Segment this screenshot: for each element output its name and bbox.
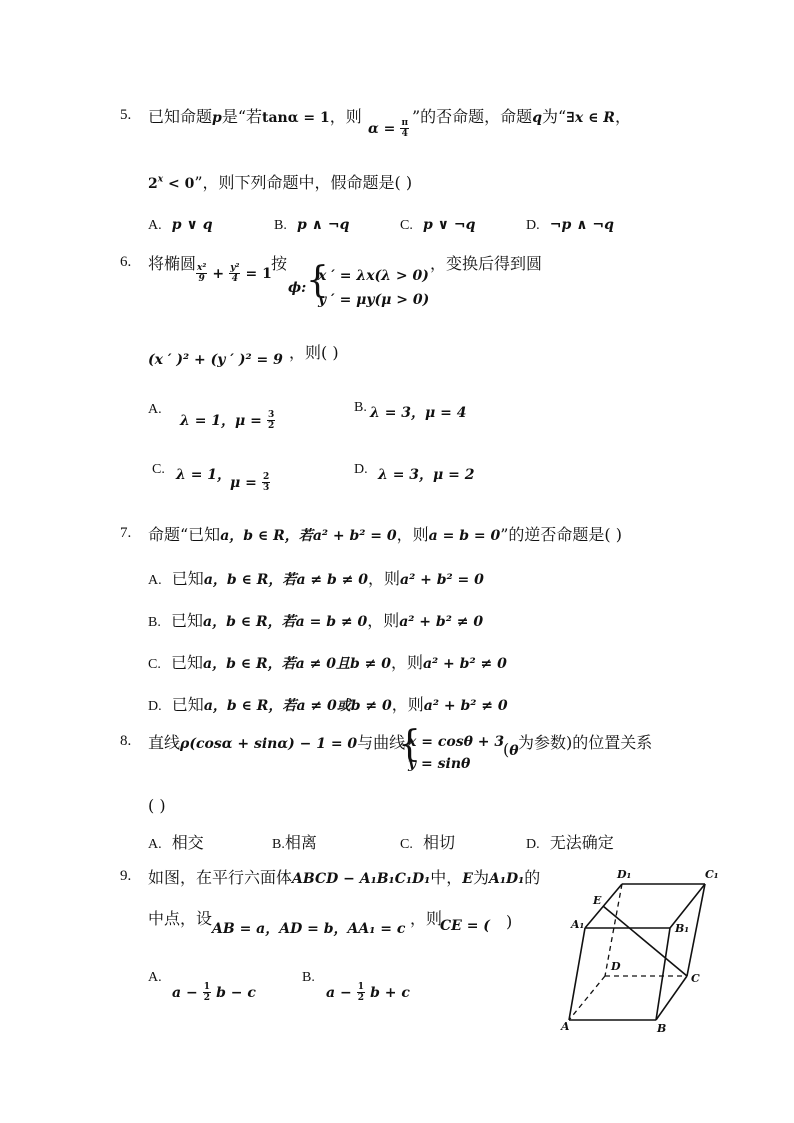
option-cond: a = b ≠ 0	[295, 614, 368, 630]
label-e: E	[593, 894, 602, 907]
q9-solid: ABCD − A₁B₁C₁D₁	[292, 871, 431, 887]
q5-option-a	[148, 214, 213, 234]
parallelepiped-figure	[555, 862, 735, 1042]
option-then: ，则	[368, 569, 401, 588]
q5-text: 为“	[541, 107, 567, 126]
option-text: 相交	[171, 833, 204, 852]
option-then: ，则	[390, 653, 423, 672]
plus: +	[212, 266, 225, 282]
q9-text-f: ，则	[410, 909, 443, 928]
q8-option-c	[400, 830, 455, 853]
option-res: a² + b² ≠ 0	[422, 656, 507, 672]
option-res: a² + b² ≠ 0	[399, 614, 484, 630]
option-label: B.	[274, 218, 287, 233]
q5-exists: ∃x ∈ R	[566, 110, 615, 126]
q8-text: 直线	[148, 733, 181, 752]
q9-vectors: AB = a，AD = b，AA₁ = c	[212, 921, 406, 937]
option-then: ，则	[367, 611, 400, 630]
option-label: A.	[148, 218, 162, 233]
q7-text: ”的逆否命题是( )	[500, 525, 622, 544]
q6-text-c: ，变换后得到圆	[430, 254, 543, 273]
q9-option-b	[326, 982, 410, 1003]
q7-option-c	[148, 650, 507, 673]
q5-option-b	[274, 214, 349, 234]
q5-number: 5.	[120, 107, 132, 123]
q5-text: 已知命题	[148, 107, 213, 126]
q6-text-d: ，则( )	[289, 343, 339, 362]
frac-num: 1	[357, 982, 365, 992]
q8-text: 与曲线	[357, 733, 406, 752]
var-a: a	[203, 656, 213, 672]
q9-text: 如图，在平行六面体	[148, 868, 293, 887]
q8-stem	[148, 730, 405, 753]
label-d1: D₁	[617, 868, 632, 881]
q9-ce: CE = (	[440, 918, 490, 934]
q7-option-b	[148, 608, 483, 631]
q7-stem	[148, 522, 622, 545]
option-expr: b + c	[370, 985, 410, 1001]
q9-stem-line1	[148, 865, 540, 888]
option-expr: λ = 1，μ =	[180, 413, 262, 429]
q5-p: p	[212, 110, 222, 126]
q5-exp: x	[157, 174, 164, 185]
option-expr: p ∨ q	[171, 217, 213, 233]
q5-option-d	[526, 214, 614, 234]
q5-text: ”的否命题，命题	[412, 107, 533, 126]
option-text: 已知	[171, 611, 204, 630]
var-a: a	[203, 698, 213, 714]
edge-bc	[656, 976, 687, 1020]
sys-line-2: y = sinθ	[408, 756, 471, 772]
frac-num: 2	[262, 472, 270, 482]
option-expr: b − c	[216, 985, 256, 1001]
q6-option-a-label: A.	[148, 402, 162, 417]
q8-option-a	[148, 830, 204, 853]
q6-circle: (x ′ )² + (y ′ )² = 9	[148, 352, 283, 368]
option-label: B.	[148, 615, 161, 630]
q9-close: )	[506, 912, 513, 931]
edge-b1b	[656, 928, 670, 1020]
q5-expr: 2	[148, 176, 158, 192]
q6-option-c-b	[230, 472, 270, 493]
theta: θ	[509, 743, 519, 759]
frac-den: 3	[262, 483, 270, 493]
option-text: 已知	[171, 695, 204, 714]
option-mid: ，b ∈ R，若	[212, 572, 297, 588]
option-cond: a ≠ b ≠ 0	[296, 572, 368, 588]
frac-den: 4	[401, 129, 408, 139]
q6-option-c-label: C.	[152, 462, 165, 477]
q6-ellipse	[196, 263, 272, 284]
option-expr: p ∨ ¬q	[423, 217, 476, 233]
option-mid: ，b ∈ R，若	[212, 614, 296, 630]
label-d: D	[611, 960, 621, 973]
paren: (	[503, 740, 510, 759]
frac-den: 4	[231, 274, 238, 284]
q9-number: 9.	[120, 868, 132, 884]
q8-curve-system	[398, 724, 508, 776]
q9-text: 为	[472, 868, 489, 887]
q6-option-b: λ = 3，μ = 4	[370, 405, 467, 421]
frac-num: y²	[230, 263, 240, 273]
q5-text: ，	[614, 107, 631, 126]
option-label: D.	[526, 218, 540, 233]
q5-expr: < 0	[163, 176, 195, 192]
q5-line2	[148, 170, 412, 193]
frac-den: 2	[267, 421, 275, 431]
q7-number: 7.	[120, 525, 132, 541]
label-a: A	[561, 1020, 570, 1033]
option-label: D.	[526, 837, 540, 852]
option-res: a² + b² = 0	[400, 572, 484, 588]
q8-line-eq: ρ(cosα + sinα) − 1 = 0	[180, 736, 358, 752]
q7-expr1: a² + b² = 0	[312, 528, 397, 544]
option-text: 相离	[284, 833, 317, 852]
option-expr: ¬p ∧ ¬q	[549, 217, 614, 233]
option-label: A.	[148, 837, 162, 852]
option-text: 无法确定	[549, 833, 614, 852]
edge-c1c	[687, 884, 705, 976]
phi: ϕ:	[288, 280, 307, 296]
q8-option-b	[272, 830, 317, 853]
label-c1: C₁	[705, 868, 719, 881]
point-e: E	[462, 871, 473, 887]
frac-den: 2	[203, 993, 211, 1003]
option-label: B.	[272, 837, 285, 852]
option-expr: a −	[172, 985, 198, 1001]
hidden-edge-da	[569, 976, 605, 1020]
q6-text-b: 按	[271, 254, 288, 273]
option-label: C.	[148, 657, 161, 672]
q5-line1	[148, 104, 362, 127]
q5-text: ，则	[329, 107, 362, 126]
q6-option-d-label: D.	[354, 462, 368, 477]
q8-option-d	[526, 830, 614, 853]
q5-alpha-frac	[368, 118, 409, 139]
label-b1: B₁	[675, 922, 690, 935]
q5-line1-tail	[412, 104, 631, 127]
option-mid: ，b ∈ R，若	[212, 656, 296, 672]
option-label: A.	[148, 573, 162, 588]
frac-num: 3	[267, 410, 275, 420]
option-expr: p ∧ ¬q	[297, 217, 350, 233]
label-a1: A₁	[571, 918, 585, 931]
q6-number: 6.	[120, 254, 132, 270]
frac-num: π	[401, 118, 409, 128]
var-a: a	[203, 572, 213, 588]
q9-option-a-label: A.	[148, 970, 162, 985]
q8-number: 8.	[120, 733, 132, 749]
label-c: C	[691, 972, 700, 985]
q7-option-d	[148, 692, 508, 715]
q7-option-a	[148, 566, 484, 589]
option-then: ，则	[391, 695, 424, 714]
option-label: D.	[148, 699, 162, 714]
frac-den: 9	[198, 274, 205, 284]
option-mid: ，b ∈ R，若	[212, 698, 297, 714]
label-b: B	[657, 1022, 667, 1035]
q9-text: 中，	[430, 868, 463, 887]
option-expr: a −	[326, 985, 352, 1001]
q6-option-b-label: B.	[354, 400, 367, 415]
frac-num: 1	[203, 982, 211, 992]
segment-a1d1: A₁D₁	[488, 871, 525, 887]
frac-den: 2	[357, 993, 365, 1003]
q9-option-b-label: B.	[302, 970, 315, 985]
edge-a1a	[569, 928, 585, 1020]
q9-text: 的	[524, 868, 541, 887]
q5-alpha: α =	[368, 121, 396, 137]
sys-line-1: x = cosθ + 3	[408, 734, 505, 750]
q6-text-a: 将椭圆	[148, 254, 197, 273]
sys-line-1: x ′ = λx(λ > 0)	[318, 268, 429, 284]
equals: = 1	[245, 266, 272, 282]
q9-option-a	[172, 982, 256, 1003]
option-text: 已知	[171, 569, 204, 588]
var-a: a	[220, 528, 230, 544]
q5-q: q	[532, 110, 542, 126]
q5-text: 是“若	[221, 107, 262, 126]
left-brace: {	[398, 724, 421, 765]
option-res: a² + b² ≠ 0	[423, 698, 508, 714]
option-cond: a ≠ 0或b ≠ 0	[296, 698, 392, 714]
option-expr: μ =	[230, 475, 257, 491]
option-text: 相切	[423, 833, 456, 852]
q6-option-d: λ = 3，μ = 2	[378, 467, 475, 483]
q6-option-c-a: λ = 1，	[176, 467, 232, 483]
q8-text-c: 为参数)的位置关系	[518, 733, 653, 752]
option-text: 已知	[171, 653, 204, 672]
q8-paren	[503, 740, 519, 759]
sys-line-2: y ′ = μy(μ > 0)	[318, 292, 430, 308]
q5-tan: tanα = 1	[262, 110, 330, 126]
q6-option-a	[180, 410, 275, 431]
option-label: C.	[400, 837, 413, 852]
option-label: C.	[400, 218, 413, 233]
q8-blank: ( )	[148, 796, 166, 815]
left-brace: {	[306, 260, 329, 301]
q7-expr2: a = b = 0	[428, 528, 501, 544]
var-a: a	[203, 614, 213, 630]
q7-then: ，则	[396, 525, 429, 544]
frac-num: x²	[197, 263, 207, 273]
q6-system	[288, 260, 448, 312]
q7-text: 命题“已知	[148, 525, 221, 544]
q5-option-c	[400, 214, 475, 234]
option-cond: a ≠ 0且b ≠ 0	[295, 656, 391, 672]
q7-cond: ，b ∈ R，若	[229, 528, 313, 544]
q5-text: ”，则下列命题中，假命题是( )	[194, 173, 413, 192]
q9-text-e: 中点，设	[148, 909, 213, 928]
